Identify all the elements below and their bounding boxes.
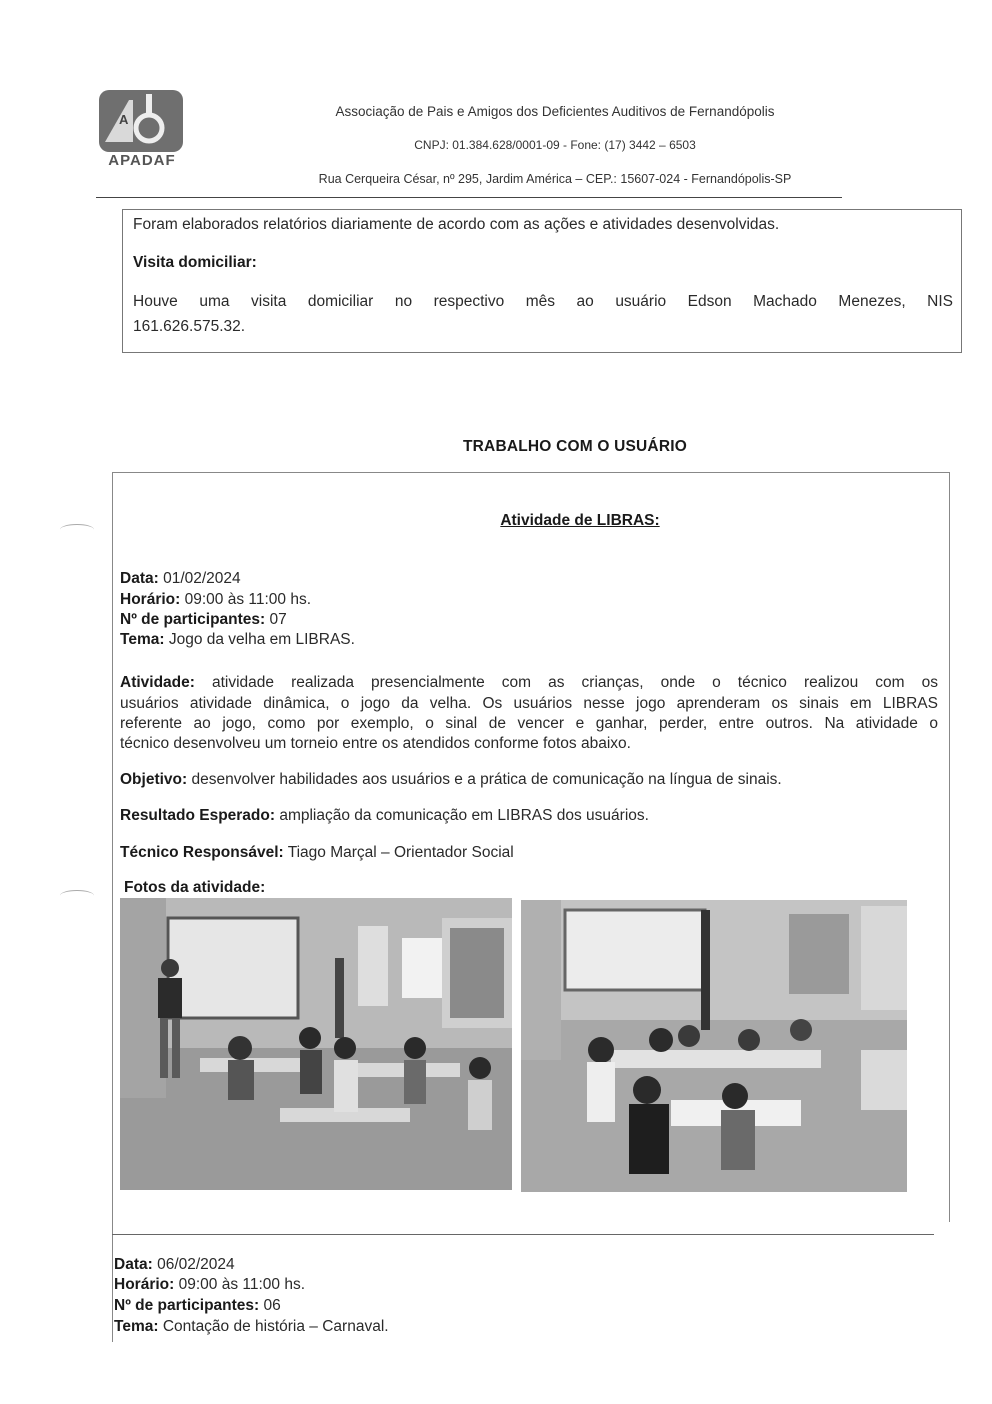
activity-line2: usuários atividade dinâmica, o jogo da velha. Os usuários nesse jogo aprenderam os sinais em LIBRAS — [120, 695, 938, 712]
date-value: 06/02/2024 — [152, 1256, 235, 1273]
apadaf-logo — [96, 90, 188, 172]
objective-row — [120, 768, 782, 791]
participants-value: 07 — [265, 611, 287, 628]
ear-icon — [99, 90, 183, 152]
time-value: 09:00 às 11:00 hs. — [174, 1276, 305, 1293]
photos-label: Fotos da atividade: — [124, 879, 266, 896]
participants-row-2 — [114, 1294, 281, 1317]
visit-text-line1: Houve uma visita domiciliar no respectivo mês ao usuário Edson Machado Menezes, NIS — [133, 293, 953, 310]
activity-line1 — [120, 671, 938, 694]
objective-label: Objetivo: — [120, 771, 188, 788]
date-label: Data: — [120, 570, 159, 587]
result-label: Resultado Esperado: — [120, 807, 276, 824]
scan-mark — [60, 890, 94, 901]
logo-text: APADAF — [108, 152, 176, 169]
activity-line4: técnico desenvolveu um torneio entre os atendidos conforme fotos abaixo. — [120, 735, 631, 752]
date-label: Data: — [114, 1256, 153, 1273]
time-value: 09:00 às 11:00 hs. — [180, 591, 311, 608]
header-divider — [96, 197, 842, 198]
date-row — [120, 567, 241, 590]
visit-text-line2: 161.626.575.32. — [133, 318, 246, 335]
main-box-right — [949, 472, 950, 1222]
cnpj-phone: CNPJ: 01.384.628/0001-09 - Fone: (17) 3442 – 6503 — [414, 138, 696, 152]
activity-photo-2 — [521, 900, 907, 1192]
section-title: TRABALHO COM O USUÁRIO — [463, 438, 687, 455]
theme-label: Tema: — [114, 1318, 159, 1335]
theme-row — [120, 628, 355, 651]
theme-label: Tema: — [120, 631, 165, 648]
activity-label: Atividade: — [120, 674, 195, 691]
main-box-top — [112, 472, 950, 473]
entry-divider — [112, 1234, 934, 1235]
participants-label: Nº de participantes: — [114, 1297, 260, 1314]
main-box-left — [112, 472, 113, 1342]
time-label: Horário: — [120, 591, 181, 608]
technician-label: Técnico Responsável: — [120, 844, 284, 861]
activity-text1: atividade realizada presencialmente com as crianças, onde o técnico realizou com os — [194, 674, 938, 691]
activity-photo-1 — [120, 898, 512, 1190]
participants-value: 06 — [259, 1297, 281, 1314]
reports-text: Foram elaborados relatórios diariamente de acordo com as ações e atividades desenvolvidas. — [133, 216, 780, 233]
time-row-2 — [114, 1273, 305, 1296]
result-value: ampliação da comunicação em LIBRAS dos usuários. — [275, 807, 649, 824]
date-value: 01/02/2024 — [158, 570, 241, 587]
activity-line3: referente ao jogo, como por exemplo, o sinal de vencer e ganhar, perder, entre outros. Na atividade o — [120, 715, 938, 732]
activity-title: Atividade de LIBRAS: — [500, 512, 660, 529]
theme-value: Contação de história – Carnaval. — [158, 1318, 389, 1335]
participants-label: Nº de participantes: — [120, 611, 266, 628]
logo-emblem — [99, 90, 183, 152]
org-name: Associação de Pais e Amigos dos Deficientes Auditivos de Fernandópolis — [335, 104, 775, 119]
logo-letter: A — [119, 112, 129, 127]
theme-value: Jogo da velha em LIBRAS. — [164, 631, 355, 648]
technician-value: Tiago Marçal – Orientador Social — [283, 844, 514, 861]
visit-heading: Visita domiciliar: — [133, 254, 257, 271]
theme-row-2 — [114, 1315, 389, 1338]
technician-row — [120, 841, 514, 864]
reports-box — [122, 209, 962, 353]
time-label: Horário: — [114, 1276, 175, 1293]
result-row — [120, 804, 649, 827]
objective-value: desenvolver habilidades aos usuários e a prática de comunicação na língua de sinais. — [187, 771, 782, 788]
address: Rua Cerqueira César, nº 295, Jardim América – CEP.: 15607-024 - Fernandópolis-SP — [318, 172, 792, 186]
